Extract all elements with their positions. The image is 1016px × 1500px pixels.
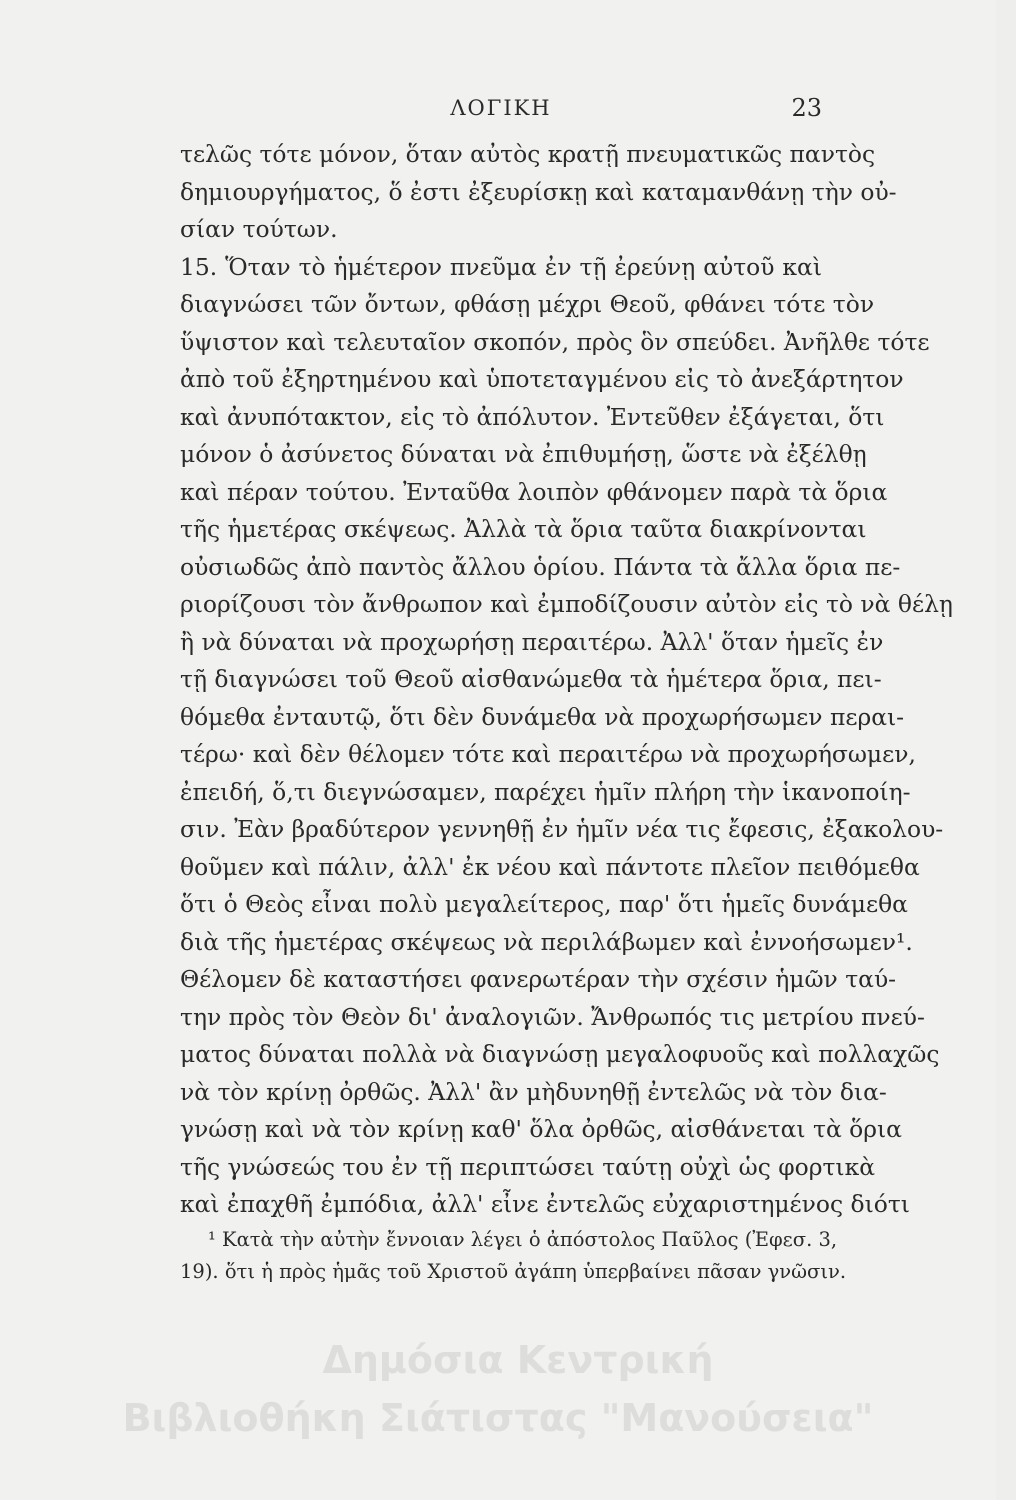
text-line: θοῦμεν καὶ πάλιν, ἀλλ' ἐκ νέου καὶ πάντοτε πλεῖον πειθόμεθα (180, 852, 920, 881)
text-line: ἐπειδή, ὅ,τι διεγνώσαμεν, παρέχει ἡμῖν πλήρη τὴν ἱκανοποίη- (180, 777, 911, 806)
page-header (180, 96, 822, 126)
text-line: ἢ νὰ δύναται νὰ προχωρήσῃ περαιτέρω. Ἀλλ' ὅταν ἡμεῖς ἐν (180, 627, 884, 656)
text-line: καὶ πέραν τούτου. Ἐνταῦθα λοιπὸν φθάνομεν παρὰ τὰ ὅρια (180, 477, 888, 506)
text-line: σιν. Ἐὰν βραδύτερον γεννηθῇ ἐν ἡμῖν νέα τις ἔφεσις, ἐξακολου- (180, 815, 944, 843)
text-line: σίαν τούτων. (180, 215, 338, 243)
text-line: δημιουργήματος, ὅ ἐστι ἐξευρίσκῃ καὶ καταμανθάνῃ τὴν οὐ- (180, 177, 897, 206)
text-line: διαγνώσει τῶν ὄντων, φθάσῃ μέχρι Θεοῦ, φθάνει τότε τὸν (180, 290, 875, 318)
text-line: γνώσῃ καὶ νὰ τὸν κρίνῃ καθ' ὅλα ὀρθῶς, αἰσθάνεται τὰ ὅρια (180, 1115, 902, 1143)
text-line: ριορίζουσι τὸν ἄνθρωπον καὶ ἐμποδίζουσιν αὐτὸν εἰς τὸ νὰ θέλῃ (180, 590, 953, 618)
running-title: ΛΟΓΙΚΗ (450, 96, 552, 120)
text-line: τῇ διαγνώσει τοῦ Θεοῦ αἰσθανώμεθα τὰ ἡμέτερα ὅρια, πει- (180, 665, 882, 693)
text-line: καὶ ἀνυπότακτον, εἰς τὸ ἀπόλυτον. Ἐντεῦθεν ἐξάγεται, ὅτι (180, 402, 885, 431)
text-line: την πρὸς τὸν Θεὸν δι' ἀναλογιῶν. Ἄνθρωπός τις μετρίου πνεύ- (180, 1002, 925, 1031)
text-line: ὅτι ὁ Θεὸς εἶναι πολὺ μεγαλείτερος, παρ' ὅτι ἡμεῖς δυνάμεθα (180, 890, 908, 918)
text-line: θόμεθα ἐνταυτῷ, ὅτι δὲν δυνάμεθα νὰ προχωρήσωμεν περαι- (180, 702, 905, 731)
text-line: διὰ τῆς ἡμετέρας σκέψεως νὰ περιλάβωμεν καὶ ἐννοήσωμεν¹. (180, 927, 913, 956)
text-line: καὶ ἐπαχθῆ ἐμπόδια, ἀλλ' εἶνε ἐντελῶς εὐχαριστημένος διότι (180, 1190, 910, 1218)
footnote-line: 19). ὅτι ἡ πρὸς ἡμᾶς τοῦ Χριστοῦ ἀγάπη ὑπερβαίνει πᾶσαν γνῶσιν. (180, 1260, 847, 1283)
page-number: 23 (791, 94, 822, 122)
text-line: ὕψιστον καὶ τελευταῖον σκοπόν, πρὸς ὃν σπεύδει. Ἀνῆλθε τότε (180, 327, 930, 356)
text-line: 15. Ὅταν τὸ ἡμέτερον πνεῦμα ἐν τῇ ἐρεύνῃ αὐτοῦ καὶ (180, 252, 822, 281)
footnotes (180, 1224, 847, 1288)
text-line: Θέλομεν δὲ καταστήσει φανερωτέραν τὴν σχέσιν ἡμῶν ταύ- (180, 965, 897, 993)
library-watermark-line-2: Βιβλιοθήκη Σιάτιστας "Μανούσεια" (122, 1396, 874, 1440)
text-line: ματος δύναται πολλὰ νὰ διαγνώσῃ μεγαλοφυοῦς καὶ πολλαχῶς (180, 1040, 940, 1068)
text-line: τῆς γνώσεώς του ἐν τῇ περιπτώσει ταύτῃ οὐχὶ ὡς φορτικὰ (180, 1152, 875, 1181)
text-line: τῆς ἡμετέρας σκέψεως. Ἀλλὰ τὰ ὅρια ταῦτα διακρίνονται (180, 515, 867, 543)
library-watermark-line-1: Δημόσια Κεντρική (322, 1338, 714, 1382)
body-text (180, 136, 953, 1224)
text-line: νὰ τὸν κρίνῃ ὀρθῶς. Ἀλλ' ἂν μὴδυνηθῇ ἐντελῶς νὰ τὸν δια- (180, 1077, 887, 1106)
text-line: μόνον ὁ ἀσύνετος δύναται νὰ ἐπιθυμήσῃ, ὥστε νὰ ἐξέλθῃ (180, 440, 867, 468)
text-line: οὐσιωδῶς ἀπὸ παντὸς ἄλλου ὁρίου. Πάντα τὰ ἄλλα ὅρια πε- (180, 552, 901, 581)
text-line: ἀπὸ τοῦ ἐξηρτημένου καὶ ὑποτεταγμένου εἰς τὸ ἀνεξάρτητον (180, 365, 904, 393)
text-line: τέρω· καὶ δὲν θέλομεν τότε καὶ περαιτέρω νὰ προχωρήσωμεν, (180, 740, 916, 768)
footnote-line: ¹ Κατὰ τὴν αὐτὴν ἔννοιαν λέγει ὁ ἀπόστολος Παῦλος (Ἐφεσ. 3, (208, 1228, 838, 1251)
text-line: τελῶς τότε μόνον, ὅταν αὐτὸς κρατῇ πνευματικῶς παντὸς (180, 140, 876, 168)
